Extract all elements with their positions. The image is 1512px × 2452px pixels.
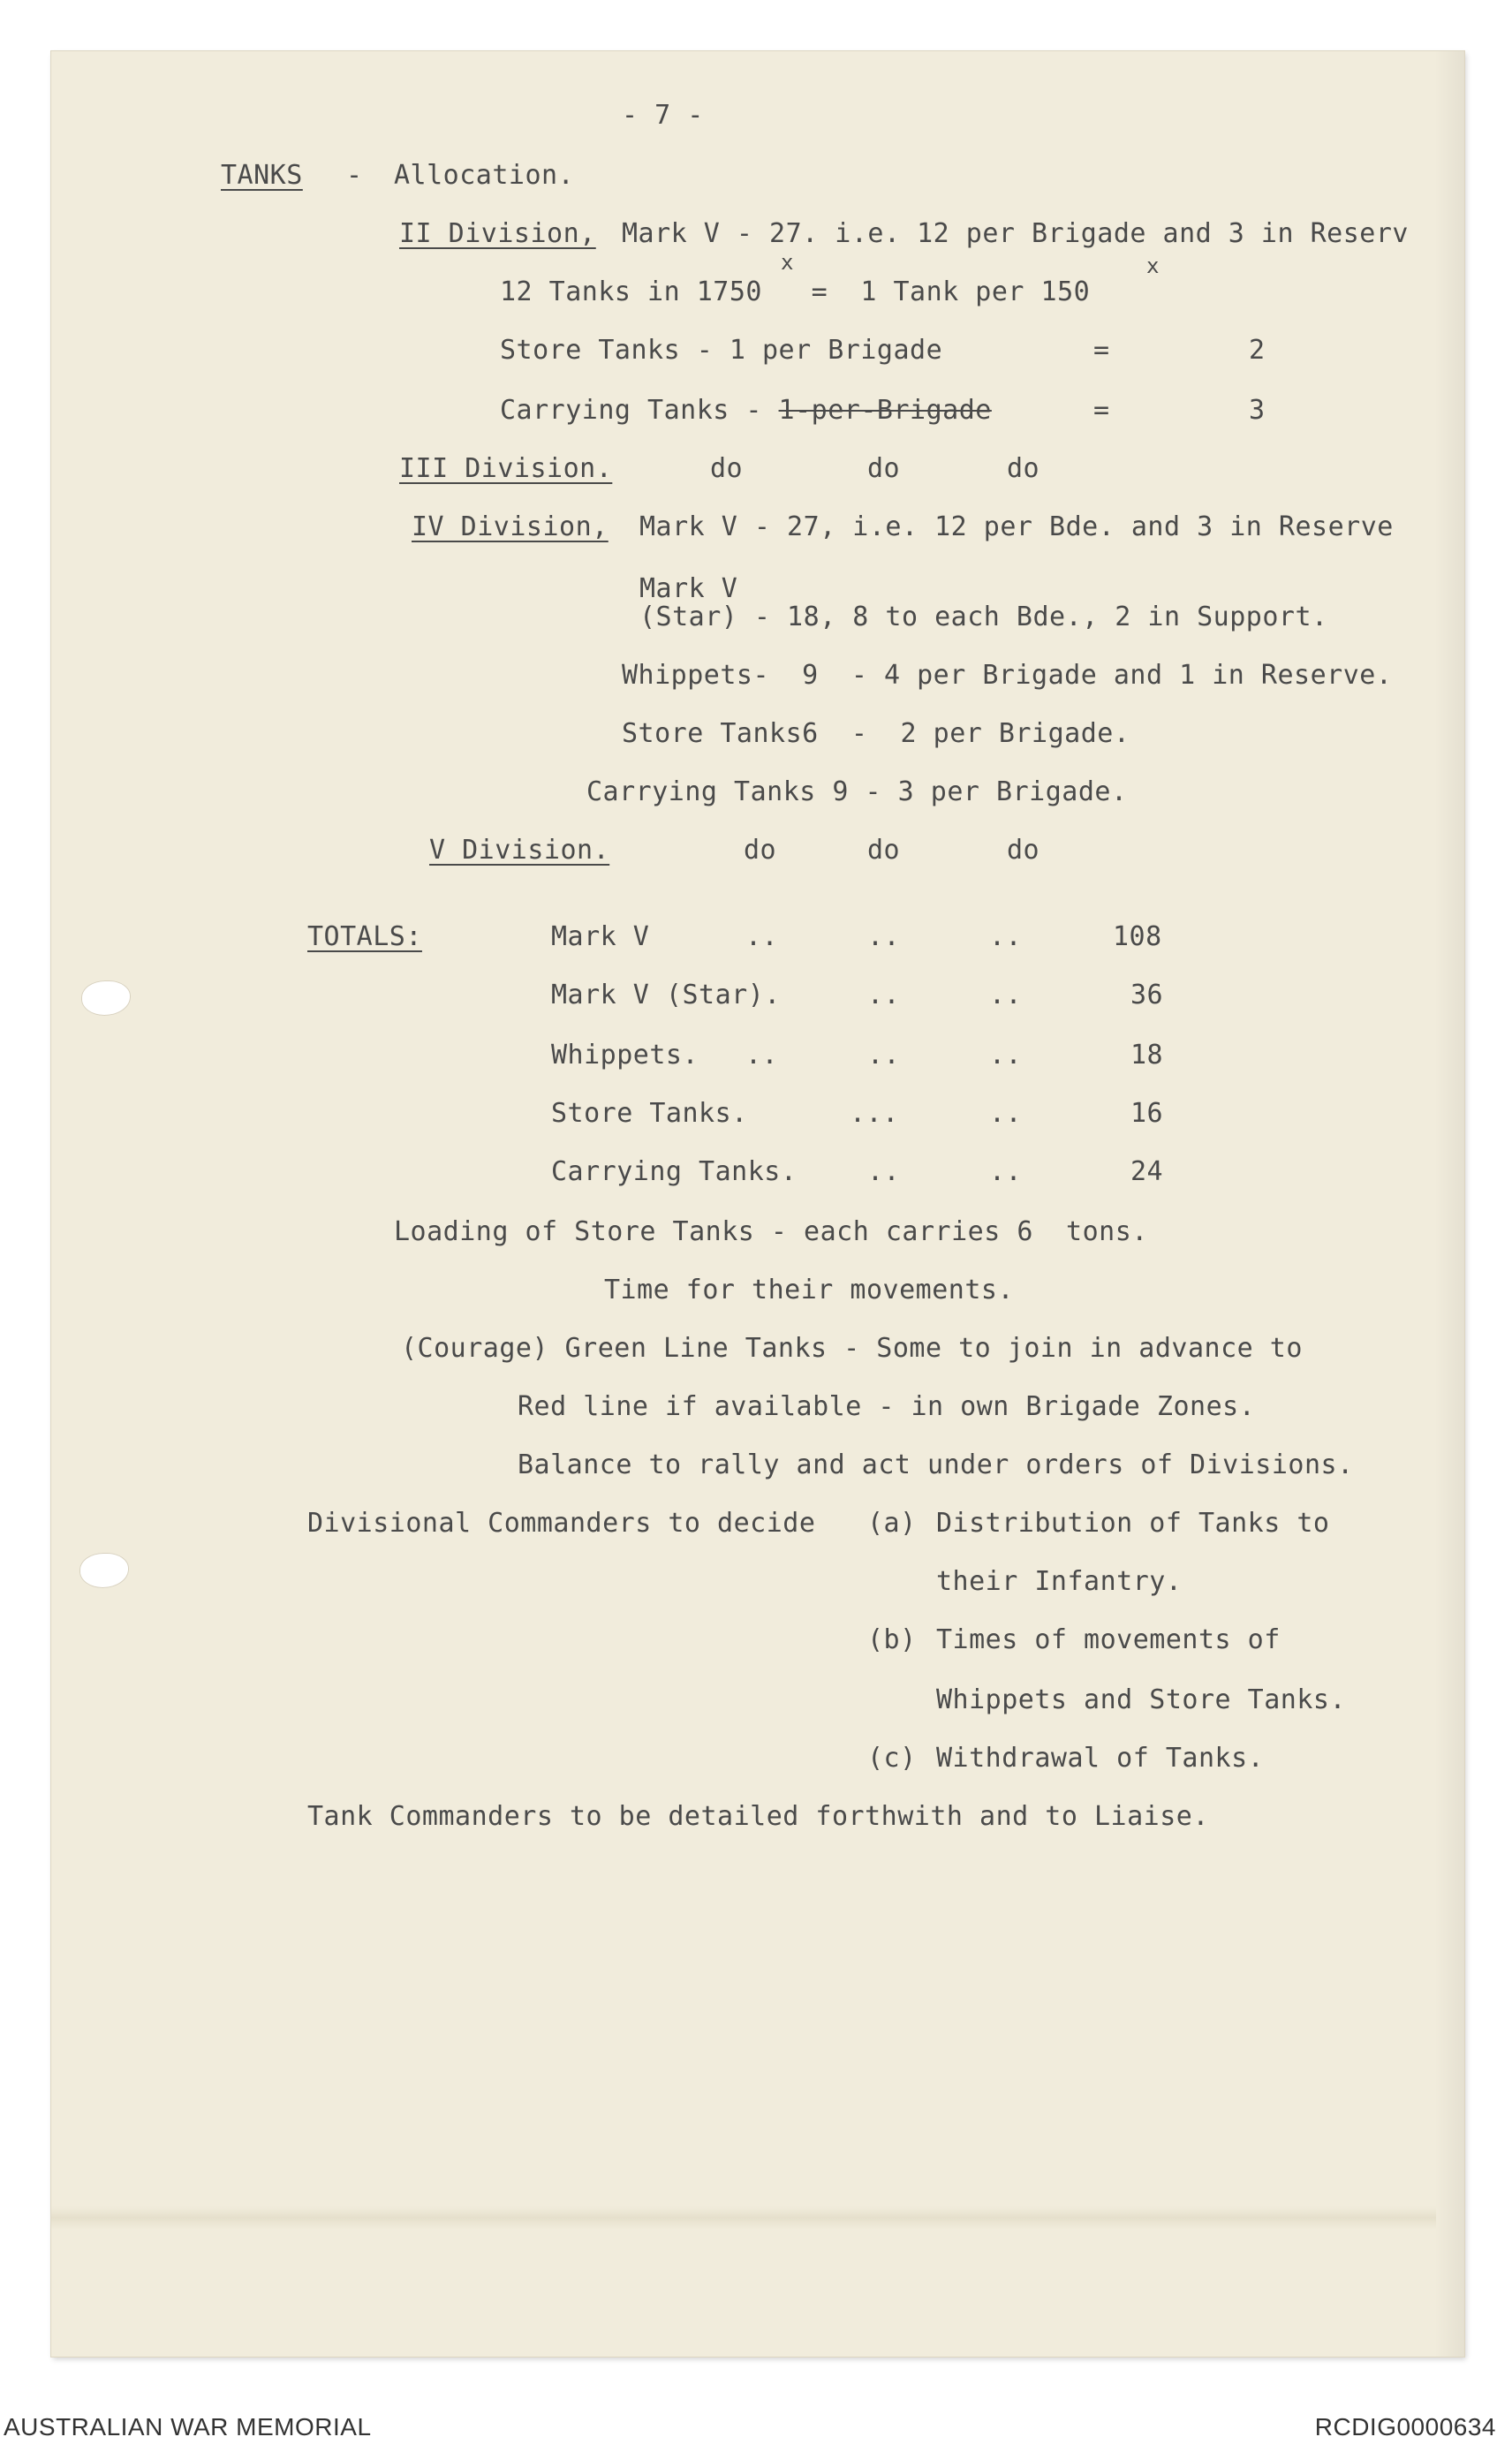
ii-division-mark-2: x [1146,254,1160,278]
ii-division-store: Store Tanks - 1 per Brigade [500,335,943,366]
heading-dash: - [346,160,363,191]
iii-division-ditto-2: do [867,453,901,484]
totals-row-dots: .. [867,1040,901,1071]
paper-fold [51,2206,1436,2229]
green-line-2: Red line if available - in own Brigade Zones. [518,1391,1256,1422]
punch-hole-top [81,980,131,1016]
ii-division-mark-1: x [781,250,794,275]
divisional-intro: Divisional Commanders to decide [307,1508,816,1539]
divisional-c-label: (c) [867,1743,917,1774]
ii-division-store-value: 2 [1249,335,1266,366]
ii-division-carrying-prefix: Carrying Tanks - [500,395,779,426]
totals-row-name: Mark V [551,921,650,952]
v-division-ditto-1: do [744,835,777,866]
iv-division-whippets: Whippets- 9 - 4 per Brigade and 1 in Reserve. [622,660,1393,691]
totals-row-name: Carrying Tanks. [551,1156,798,1187]
ii-division-carrying-value: 3 [1249,395,1266,426]
totals-row-name: Mark V (Star). [551,980,781,1010]
totals-row-dots: .. [989,921,1023,952]
totals-row-dots: .. [989,1156,1023,1187]
totals-row-dots: .. [989,1040,1023,1071]
totals-row-value: 18 [1130,1040,1164,1071]
divisional-a-line-2: their Infantry. [936,1566,1183,1597]
green-line-1: (Courage) Green Line Tanks - Some to join in advance to [401,1333,1303,1364]
divisional-b-line-2: Whippets and Store Tanks. [936,1684,1347,1715]
punch-hole-bottom [79,1553,129,1588]
loading-line: Loading of Store Tanks - each carries 6 tons. [394,1216,1148,1247]
ii-division-carrying-struck: 1-per-Brigade [778,395,992,426]
iv-division-carrying: Carrying Tanks 9 - 3 per Brigade. [586,776,1128,807]
totals-row-value: 108 [1113,921,1162,952]
totals-row-dots: .. [867,1156,901,1187]
iv-division-store: Store Tanks6 - 2 per Brigade. [622,718,1130,749]
iii-division-ditto-3: do [1007,453,1040,484]
iv-division-label: IV Division, [412,511,609,542]
divisional-c-line-1: Withdrawal of Tanks. [936,1743,1265,1774]
divisional-b-label: (b) [867,1624,917,1655]
heading-text: Allocation. [394,160,575,191]
iv-division-star-line-2: (Star) - 18, 8 to each Bde., 2 in Support. [639,602,1328,632]
v-division-label: V Division. [429,835,610,866]
footer-record-id: RCDIG0000634 [1314,2413,1496,2441]
totals-label: TOTALS: [307,921,422,952]
iv-division-text: Mark V - 27, i.e. 12 per Bde. and 3 in Reserve [639,511,1394,542]
ii-division-label: II Division, [399,218,596,249]
totals-row-dots: .. [989,1098,1023,1129]
time-line: Time for their movements. [604,1275,1015,1305]
balance-line: Balance to rally and act under orders of Divisions. [518,1449,1354,1480]
iv-division-star-line-1: Mark V [639,573,738,604]
totals-row-name: Store Tanks. [551,1098,748,1129]
totals-row-dots: .. [867,921,901,952]
page-edge-shadow [1434,51,1464,2357]
totals-row-dots: .. [867,980,901,1010]
totals-row-value: 36 [1130,980,1164,1010]
document-page [51,51,1464,2357]
iii-division-ditto-1: do [710,453,744,484]
ii-division-carrying-eq: = [1093,395,1110,426]
totals-row-name: Whippets. [551,1040,699,1071]
v-division-ditto-3: do [1007,835,1040,866]
iii-division-label: III Division. [399,453,613,484]
divisional-b-line-1: Times of movements of [936,1624,1281,1655]
totals-row-dots: .. [745,921,779,952]
ii-division-store-eq: = [1093,335,1110,366]
footer-archive-name: AUSTRALIAN WAR MEMORIAL [4,2413,372,2441]
ii-division-tanks-line: 12 Tanks in 1750 = 1 Tank per 150 [500,276,1091,307]
page-number: - 7 - [622,100,704,131]
totals-row-dots: .. [745,1040,779,1071]
divisional-a-line-1: Distribution of Tanks to [936,1508,1330,1539]
ii-division-carrying [500,396,992,426]
divisional-a-label: (a) [867,1508,917,1539]
v-division-ditto-2: do [867,835,901,866]
ii-division-text: Mark V - 27. i.e. 12 per Brigade and 3 in Reserv [622,218,1409,249]
tank-commanders-line: Tank Commanders to be detailed forthwith and to Liaise. [307,1801,1209,1832]
totals-row-dots: ... [850,1098,899,1129]
totals-row-value: 24 [1130,1156,1164,1187]
heading-label: TANKS [221,160,303,191]
totals-row-dots: .. [989,980,1023,1010]
totals-row-value: 16 [1130,1098,1164,1129]
